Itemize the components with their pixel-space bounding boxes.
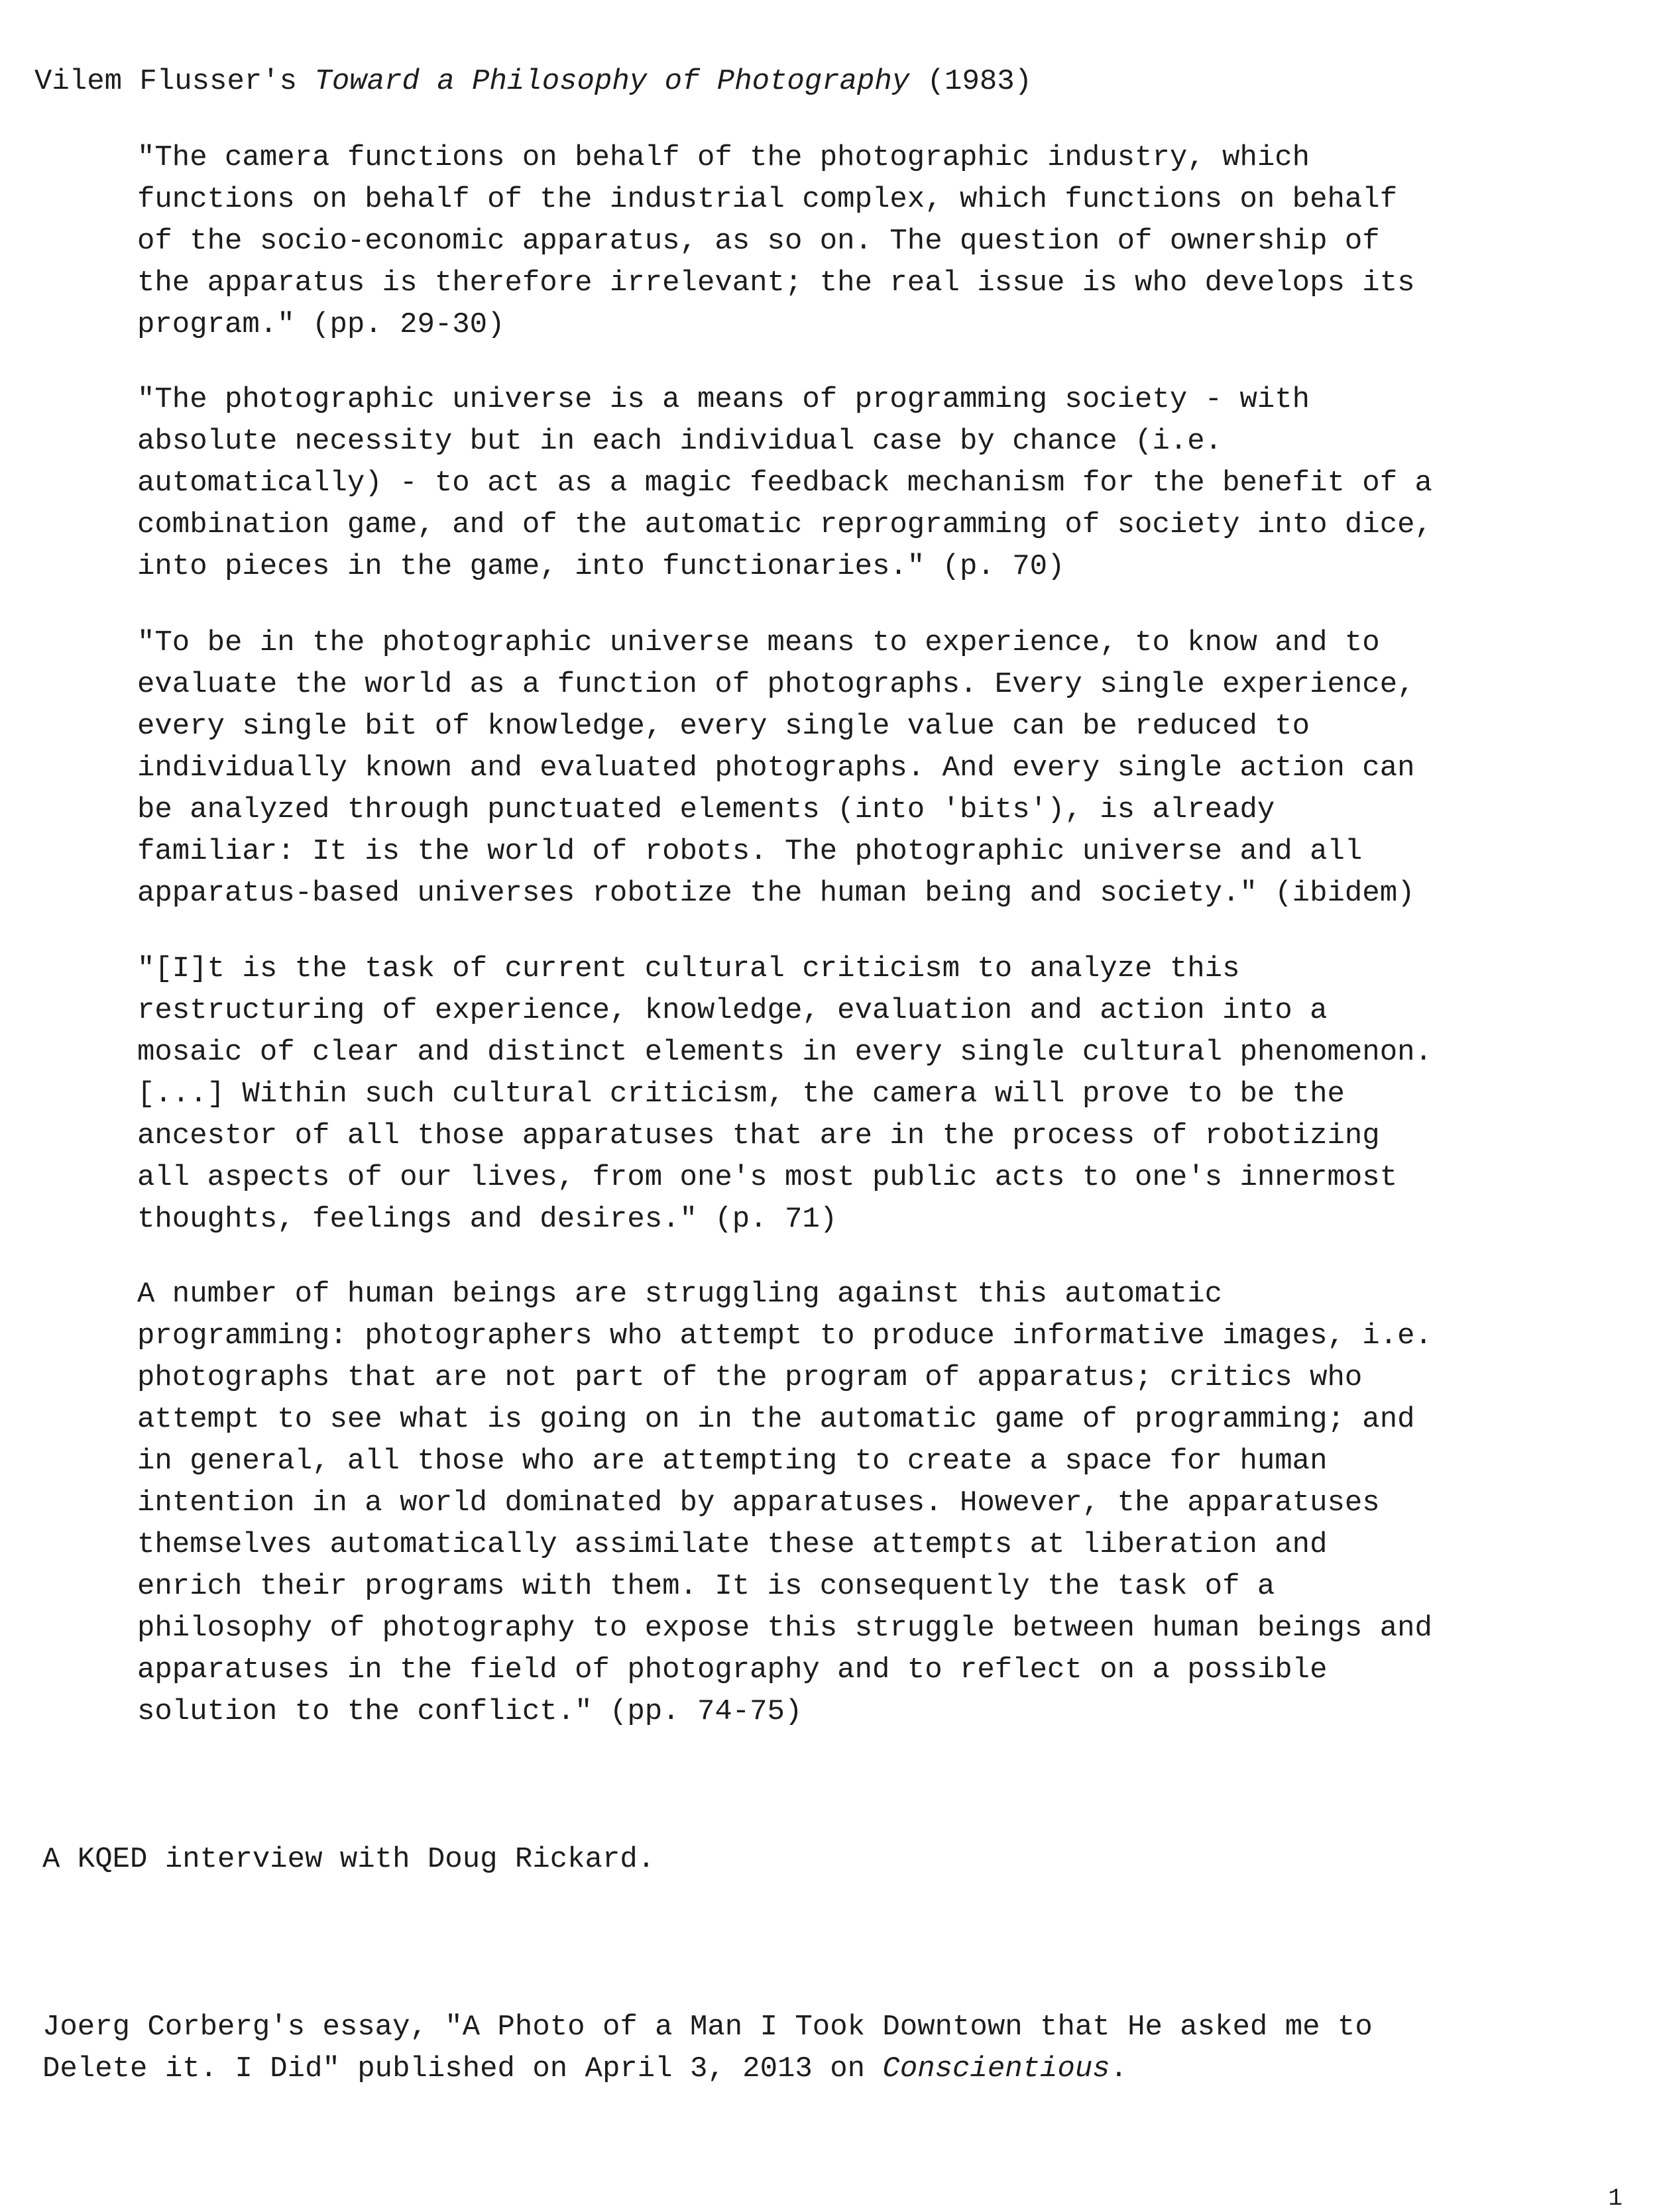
quote-line: apparatus-based universes robotize the human being and society." (ibidem) xyxy=(137,877,1415,910)
quote-line: thoughts, feelings and desires." (p. 71) xyxy=(137,1203,838,1236)
essay-note-line-2 xyxy=(42,2048,1373,2090)
interview-note-text: A KQED interview with Doug Rickard. xyxy=(42,1843,656,1876)
quote-line: every single bit of knowledge, every single value can be reduced to xyxy=(137,710,1310,743)
quote-line: absolute necessity but in each individual case by chance (i.e. xyxy=(137,425,1223,458)
quote-line: restructuring of experience, knowledge, evaluation and action into a xyxy=(137,994,1328,1027)
quote-line: [...] Within such cultural criticism, the camera will prove to be the xyxy=(137,1078,1345,1111)
quote-line: evaluate the world as a function of photographs. Every single experience, xyxy=(137,668,1415,701)
quote-block-5 xyxy=(137,1274,1642,1733)
heading-book-title: Toward a Philosophy of Photography xyxy=(314,65,910,98)
quote-line: the apparatus is therefore irrelevant; the real issue is who develops its xyxy=(137,266,1415,300)
quote-line: philosophy of photography to expose this struggle between human beings and xyxy=(137,1612,1432,1645)
quote-line: photographs that are not part of the program of apparatus; critics who xyxy=(137,1361,1363,1394)
page-number: 1 xyxy=(1608,2185,1623,2212)
interview-note xyxy=(42,1839,655,1881)
quote-line: program." (pp. 29-30) xyxy=(137,308,505,341)
quote-line: in general, all those who are attempting to create a space for human xyxy=(137,1445,1328,1478)
quote-line: mosaic of clear and distinct elements in every single cultural phenomenon. xyxy=(137,1036,1432,1069)
quote-line: familiar: It is the world of robots. The photographic universe and all xyxy=(137,835,1363,868)
document-heading xyxy=(34,61,1032,103)
essay-note-line-2-end: . xyxy=(1110,2052,1128,2085)
quote-line: enrich their programs with them. It is consequently the task of a xyxy=(137,1570,1275,1603)
heading-year: (1983) xyxy=(927,65,1033,98)
quote-line: apparatuses in the field of photography and to reflect on a possible xyxy=(137,1653,1328,1687)
quote-line: "The camera functions on behalf of the photographic industry, which xyxy=(137,141,1310,174)
quote-line: combination game, and of the automatic reprogramming of society into dice, xyxy=(137,508,1432,541)
essay-note-line-1: Joerg Corberg's essay, "A Photo of a Man I Took Downtown that He asked me to xyxy=(42,2011,1373,2044)
quote-line: solution to the conflict." (pp. 74-75) xyxy=(137,1695,803,1728)
quote-line: themselves automatically assimilate these attempts at liberation and xyxy=(137,1528,1328,1561)
quote-line: ancestor of all those apparatuses that are in the process of robotizing xyxy=(137,1119,1380,1152)
quote-line: intention in a world dominated by apparatuses. However, the apparatuses xyxy=(137,1486,1380,1520)
quote-block-2 xyxy=(137,379,1642,588)
publication-title: Conscientious xyxy=(882,2052,1110,2085)
quote-line: of the socio-economic apparatus, as so on. The question of ownership of xyxy=(137,225,1380,258)
quote-line: be analyzed through punctuated elements (into 'bits'), is already xyxy=(137,793,1275,826)
quote-line: individually known and evaluated photographs. And every single action can xyxy=(137,751,1415,785)
quote-line: into pieces in the game, into functionaries." (p. 70) xyxy=(137,550,1065,583)
quote-block-1 xyxy=(137,137,1642,346)
heading-author: Vilem Flusser's xyxy=(34,65,298,98)
essay-note-line-2-text: Delete it. I Did" published on April 3, 2013 on xyxy=(42,2052,866,2085)
quote-line: functions on behalf of the industrial complex, which functions on behalf xyxy=(137,183,1398,216)
quote-block-3 xyxy=(137,622,1642,914)
quote-line: automatically) - to act as a magic feedback mechanism for the benefit of a xyxy=(137,467,1432,500)
quote-block-4 xyxy=(137,948,1642,1241)
quote-line: "The photographic universe is a means of programming society - with xyxy=(137,383,1310,416)
quote-line: programming: photographers who attempt to produce informative images, i.e. xyxy=(137,1319,1432,1353)
essay-note xyxy=(42,2007,1373,2090)
quote-line: "To be in the photographic universe means to experience, to know and to xyxy=(137,626,1380,659)
quote-line: attempt to see what is going on in the automatic game of programming; and xyxy=(137,1403,1415,1436)
quote-line: all aspects of our lives, from one's most public acts to one's innermost xyxy=(137,1161,1398,1194)
quote-line: A number of human beings are struggling against this automatic xyxy=(137,1278,1223,1311)
quote-line: "[I]t is the task of current cultural criticism to analyze this xyxy=(137,952,1240,985)
